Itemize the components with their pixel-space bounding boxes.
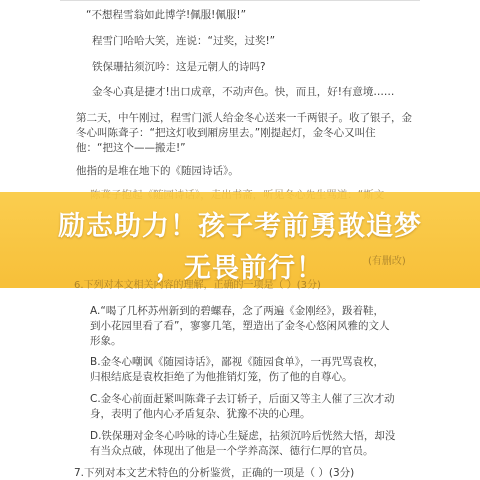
option-b-line: B.金冬心嘲讽《随园诗话》，鄙视《随园食单》，一再咒骂袁枚，	[90, 356, 385, 368]
text-line: 第二天，中午刚过，程雪门派人给金冬心送来一千两银子。收了银子，金	[76, 112, 412, 124]
text-line: 冬心叫陈聋子：“把这灯收到厢房里去。”刚提起灯，金冬心又叫住	[76, 127, 376, 139]
text-line: 他指的是堆在地下的《随园诗话》。	[76, 165, 239, 177]
page-edge	[60, 0, 420, 1]
text-line: “不想程雪翁如此博学!佩服!佩服!”	[86, 9, 247, 21]
text-line-faded: (有删改)	[368, 256, 406, 267]
option-c-line: C.金冬心前面赶紧叫陈聋子去订轿子，后面又等主人催了三次才动	[90, 393, 395, 405]
option-a-line: 到小花园里看了看”，寥寥几笔，塑造出了金冬心悠闲风雅的文人	[90, 320, 390, 332]
option-d-line: D.铁保珊对金冬心吟咏的诗心生疑虑，拈须沉吟后恍然大悟，却没	[90, 430, 396, 442]
text-line: 他：“把这个——搬走!”	[76, 142, 186, 154]
option-a-line: A.“喝了几杯苏州新到的碧螺春，念了两遍《金刚经》，趿着鞋，	[90, 305, 385, 317]
banner-headline: 励志助力！孩子考前勇敢追梦	[58, 211, 422, 242]
text-line: 金冬心真是捷才!出口成章，不动声色。快，而且，好!有意境……	[92, 86, 395, 98]
option-b-line: 归根结底是袁枚拒绝了为他推销灯笼，伤了他的自尊心。	[90, 371, 353, 383]
option-d-line: 有当众点破，体现出了他是一个学养高深、德行仁厚的官员。	[90, 445, 374, 457]
text-line: 程雪门哈哈大笑，连说：“过奖，过奖!”	[92, 35, 276, 47]
banner-headline-continued: ，无畏前行！	[156, 253, 324, 284]
text-line-faded: 6.下列对本文相关内容的理解，正确的一项是（ ）(3分)	[74, 280, 321, 291]
option-a-line: 形象。	[90, 335, 122, 347]
text-line: 铁保珊拈须沉吟：这是元朝人的诗吗?	[92, 61, 266, 73]
question-7-line: 7.下列对本文艺术特色的分析鉴赏，正确的一项是（ ）(3分)	[74, 467, 355, 479]
option-c-line: 身，表明了他内心矛盾复杂、犹豫不决的心理。	[90, 408, 311, 420]
